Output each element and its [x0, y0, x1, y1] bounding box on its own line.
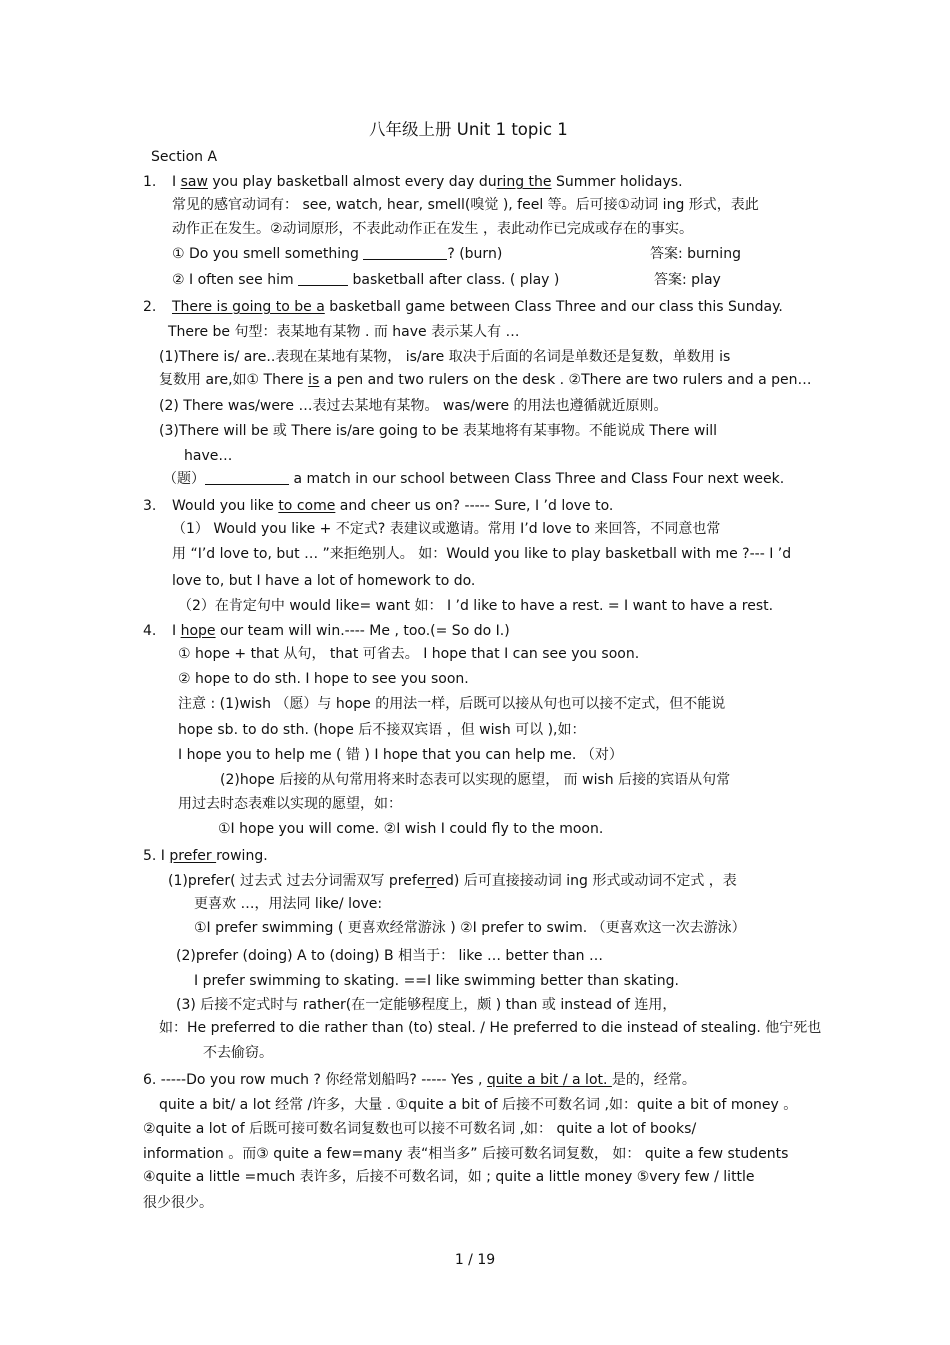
- item-4-note-1: ① hope + that 从句， that 可省去。 I hope that I can see you soon.: [178, 646, 640, 662]
- item-4-note-8: ①I hope you will come. ②I wish I could fly to the moon.: [218, 821, 604, 837]
- item-2-note-4a: (3)There will be 或 There is/are going to be 表某地将有某事物。不能说成 There will: [159, 423, 718, 439]
- item-6-note-1: quite a bit/ a lot 经常 /许多，大量 . ①quite a bit of 后接不可数名词 ,如：quite a bit of money 。: [159, 1097, 798, 1113]
- item-4-note-5: I hope you to help me ( 错 ) I hope that you can help me. （对）: [178, 747, 623, 763]
- item-6-note-5: 很少很少。: [143, 1195, 213, 1211]
- item-2-note-1: There be 句型：表某地有某物 . 而 have 表示某人有 …: [168, 324, 520, 340]
- item-4-note-3: 注意 : (1)wish （愿）与 hope 的用法一样，后既可以接从句也可以接不定式，但不能说: [178, 696, 726, 712]
- item-1-number: 1.: [143, 174, 157, 190]
- item-3-note-3: love to, but I have a lot of homework to do.: [172, 573, 476, 589]
- item-2-note-2b: 复数用 are,如① There is a pen and two rulers on the desk . ②There are two rulers and a pen…: [159, 372, 812, 388]
- item-3-note-2: 用 “I’d love to, but … ”来拒绝别人。 如：Would you like to play basketball with me ?--- I ’d: [172, 546, 792, 562]
- item-5-note-1: (1)prefer( 过去式 过去分词需双写 preferred) 后可直接接动词 ing 形式或动词不定式 ，表: [168, 873, 737, 889]
- item-2-sentence: There is going to be a basketball game between Class Three and our class this Sunday.: [172, 299, 783, 315]
- item-2-question: （题） a match in our school between Class Three and Class Four next week.: [163, 471, 785, 487]
- item-5-note-8: 不去偷窃。: [203, 1045, 273, 1061]
- item-1-exercise-1: ① Do you smell something ? (burn): [172, 246, 503, 262]
- item-5-note-2: 更喜欢 …，用法同 like/ love:: [194, 896, 383, 912]
- item-2-number: 2.: [143, 299, 157, 315]
- item-1-answer-1: 答案: burning: [650, 246, 741, 262]
- item-4-sentence: I hope our team will win.---- Me , too.(= So do I.): [172, 623, 510, 639]
- item-1-sentence: I saw you play basketball almost every day during the Summer holidays.: [172, 174, 683, 190]
- answer-blank: [205, 470, 289, 485]
- item-3-sentence: Would you like to come and cheer us on? ----- Sure, I ’d love to.: [172, 498, 614, 514]
- item-1-note-1: 常见的感官动词有： see, watch, hear, smell(嗅觉 ), feel 等。后可接①动词 ing 形式，表此: [172, 197, 759, 213]
- answer-blank: [363, 245, 447, 260]
- item-4-note-6: (2)hope 后接的从句常用将来时态表可以实现的愿望， 而 wish 后接的宾语从句常: [220, 772, 731, 788]
- item-6-note-4: ④quite a little =much 表许多，后接不可数名词，如 ; quite a little money ⑤very few / little: [143, 1169, 755, 1185]
- item-5-note-5: I prefer swimming to skating. ==I like swimming better than skating.: [194, 973, 679, 989]
- item-1-note-2: 动作正在发生。②动词原形，不表此动作正在发生 ，表此动作已完成或存在的事实。: [172, 221, 693, 237]
- item-3-number: 3.: [143, 498, 157, 514]
- item-1-answer-2: 答案: play: [654, 272, 721, 288]
- item-4-note-2: ② hope to do sth. I hope to see you soon.: [178, 671, 469, 687]
- page-number: 1 / 19: [454, 1252, 496, 1268]
- item-5-note-7: 如：He preferred to die rather than (to) steal. / He preferred to die instead of stealing. 他宁死也: [159, 1020, 822, 1036]
- item-2-note-3: (2) There was/were …表过去某地有某物。 was/were 的用法也遵循就近原则。: [159, 398, 668, 414]
- item-3-note-1: （1） Would you like + 不定式? 表建议或邀请。常用 I’d love to 来回答，不同意也常: [172, 521, 721, 537]
- item-6-note-3: information 。而③ quite a few=many 表“相当多” 后接可数名词复数， 如： quite a few students: [143, 1146, 789, 1162]
- item-1-exercise-2: ② I often see him basketball after class. ( play ): [172, 272, 560, 288]
- item-4-number: 4.: [143, 623, 157, 639]
- item-5-sentence: 5. I prefer rowing.: [143, 848, 268, 864]
- item-5-note-3: ①I prefer swimming ( 更喜欢经常游泳 ) ②I prefer to swim. （更喜欢这一次去游泳）: [194, 920, 746, 936]
- item-6-sentence: 6. -----Do you row much ? 你经常划船吗? ----- Yes , quite a bit / a lot. 是的，经常。: [143, 1072, 696, 1088]
- item-3-note-4: （2）在肯定句中 would like= want 如： I ’d like to have a rest. = I want to have a rest.: [178, 598, 774, 614]
- item-5-note-6: (3) 后接不定式时与 rather(在一定能够程度上，颇 ) than 或 instead of 连用，: [176, 997, 677, 1013]
- page-title: 八年级上册 Unit 1 topic 1: [369, 120, 568, 139]
- item-4-note-4: hope sb. to do sth. (hope 后不接双宾语 ，但 wish 可以 ),如：: [178, 722, 586, 738]
- item-5-note-4: (2)prefer (doing) A to (doing) B 相当于： like … better than …: [176, 948, 603, 964]
- item-4-note-7: 用过去时态表难以实现的愿望，如：: [178, 796, 402, 812]
- item-2-note-4b: have…: [184, 448, 233, 464]
- item-2-note-2a: (1)There is/ are..表现在某地有某物， is/are 取决于后面的名词是单数还是复数，单数用 is: [159, 349, 731, 365]
- item-6-note-2: ②quite a lot of 后既可接可数名词复数也可以接不可数名词 ,如： quite a lot of books/: [143, 1121, 697, 1137]
- answer-blank: [298, 271, 348, 286]
- section-heading: Section A: [151, 149, 218, 165]
